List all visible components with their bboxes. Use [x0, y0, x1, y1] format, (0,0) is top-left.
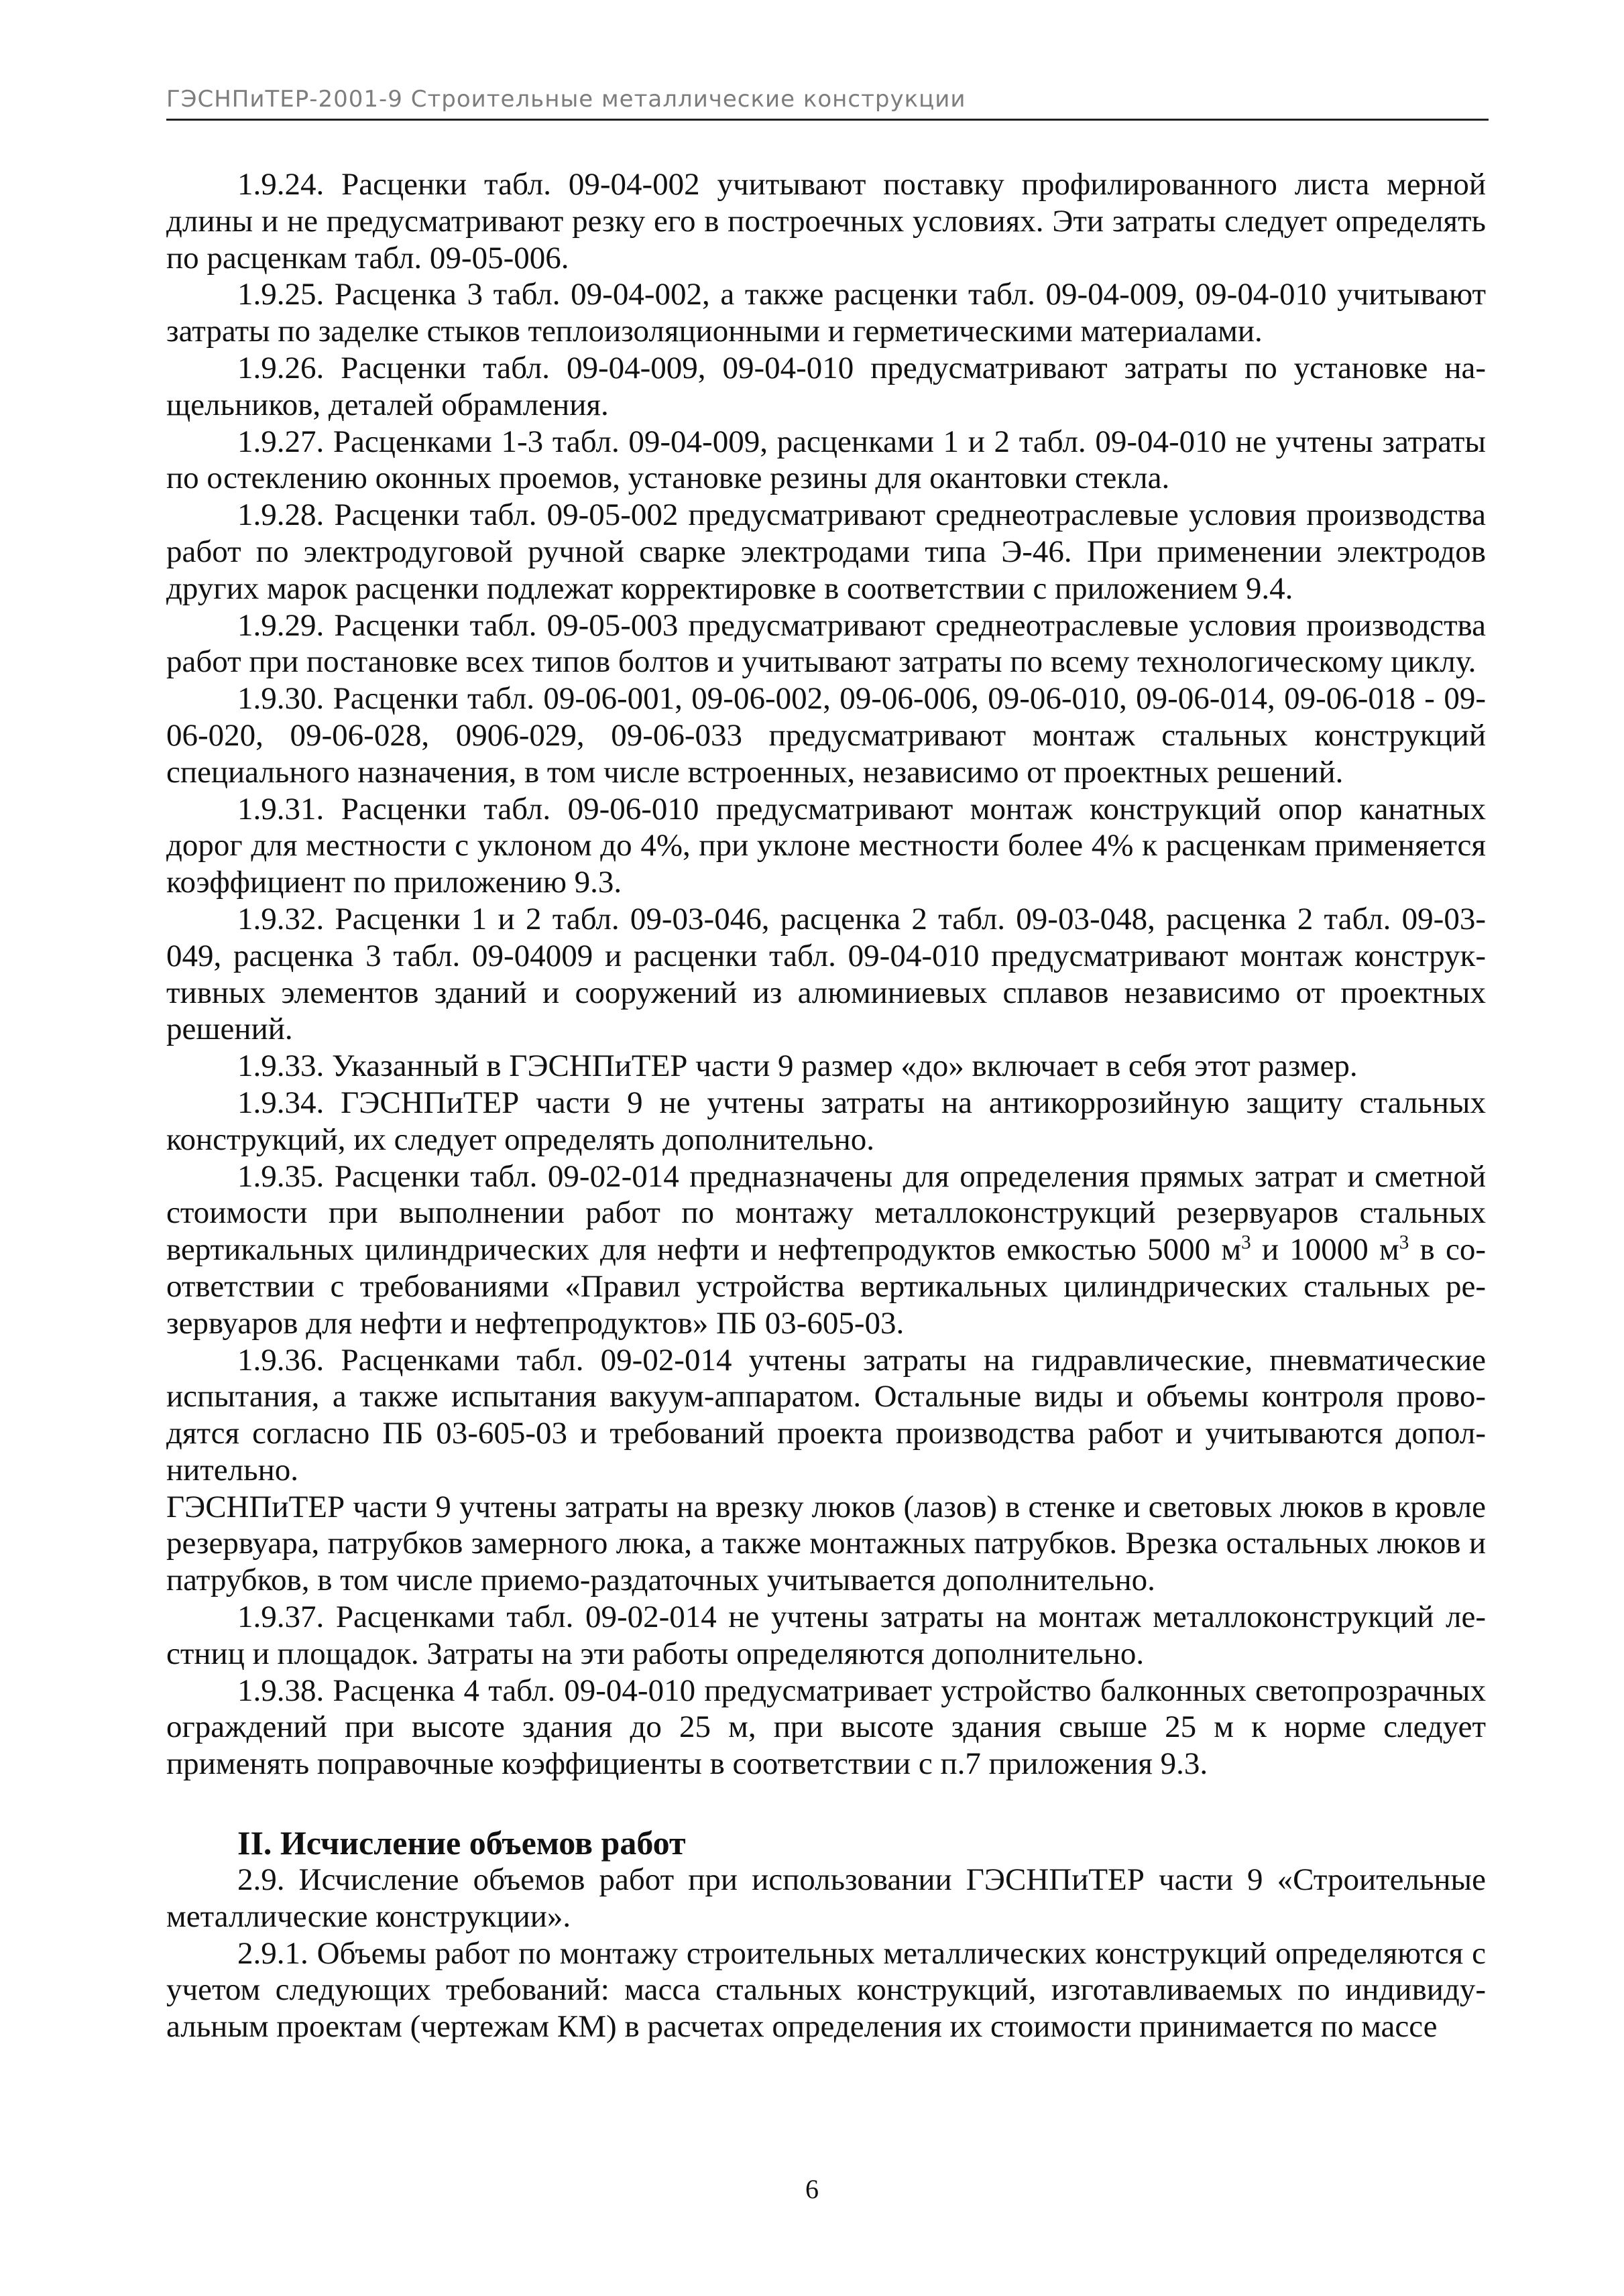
paragraph-1-9-26: 1.9.26. Расценки табл. 09-04-009, 09-04-010 предусматривают затраты по установке нащельников, деталей обрамления. — [166, 350, 1486, 422]
paragraph-hatches: ГЭСНПиТЕР части 9 учтены затраты на врезку люков (лазов) в стенке и световых люков в кровле резервуара, патрубков замерного люка, а также монтажных патрубков. Врезка остальных люков и патрубков, в том числе приемо-раздаточных учитывается дополнительно. — [166, 1489, 1486, 1598]
paragraph-1-9-35-part-b: и 10000 м — [1251, 1232, 1399, 1268]
paragraph-1-9-38: 1.9.38. Расценка 4 табл. 09-04-010 предусматривает устройство балконных светопрозрачных ограждений при высоте здания до 25 м, при высоте здания свыше 25 м к норме следует применять поправочные коэффициенты в соответствии с п.7 приложения 9.3. — [166, 1673, 1486, 1782]
body-text — [166, 166, 1486, 2045]
paragraph-1-9-36: 1.9.36. Расценками табл. 09-02-014 учтены затраты на гидравлические, пневматические испытания, а также испытания вакуум-аппаратом. Остальные виды и объемы контроля проводятся согласно ПБ 03-605-03 и требований проекта производства работ и учитываются дополнительно. — [166, 1342, 1486, 1488]
paragraph-1-9-24: 1.9.24. Расценки табл. 09-04-002 учитывают поставку профилированного листа мерной длины и не предусматривают резку его в построечных условиях. Эти затраты следует определять по расценкам табл. 09-05-006. — [166, 167, 1486, 276]
paragraph-1-9-32: 1.9.32. Расценки 1 и 2 табл. 09-03-046, расценка 2 табл. 09-03-048, расценка 2 табл. 09-03-049, расценка 3 табл. 09-04009 и расценки табл. 09-04-010 предусматривают монтаж конструктивных элементов зданий и сооружений из алюминиевых сплавов независимо от проектных решений. — [166, 901, 1486, 1047]
header-rule — [166, 119, 1489, 121]
paragraph-1-9-31: 1.9.31. Расценки табл. 09-06-010 предусматривают монтаж конструкций опор канатных дорог для местности с уклоном до 4%, при уклоне местности более 4% к расценкам применяется коэффициент по приложению 9.3. — [166, 791, 1486, 900]
paragraph-1-9-35-part-c: в соответствии с требованиями «Правил устройства вертикальных цилиндрических стальных резервуаров для нефти и нефтепродуктов» ПБ 03-605-03. — [166, 1232, 1486, 1341]
page-number: 6 — [805, 2174, 819, 2204]
paragraph-2-9: 2.9. Исчисление объемов работ при использовании ГЭСНПиТЕР части 9 «Строительные металлические конструкции». — [166, 1862, 1486, 1934]
paragraph-1-9-34: 1.9.34. ГЭСНПиТЕР части 9 не учтены затраты на антикоррозийную защиту стальных конструкций, их следует определять дополнительно. — [166, 1085, 1486, 1157]
paragraph-1-9-25: 1.9.25. Расценка 3 табл. 09-04-002, а также расценки табл. 09-04-009, 09-04-010 учитывают затраты по заделке стыков теплоизоляционными и герметическими материалами. — [166, 277, 1486, 349]
paragraph-1-9-35-part-a: 1.9.35. Расценки табл. 09-02-014 предназначены для определения прямых затрат и сметной стоимости при выполнении работ по монтажу металлоконструкций резервуаров стальных вертикальных цилиндрических для нефти и нефтепродуктов емкостью 5000 м — [166, 1158, 1486, 1268]
paragraph-1-9-27: 1.9.27. Расценками 1-3 табл. 09-04-009, расценками 1 и 2 табл. 09-04-010 не учтены затраты по остеклению оконных проемов, установке резины для окантовки стекла. — [166, 424, 1486, 496]
running-header: ГЭСНПиТЕР-2001-9 Строительные металлические конструкции — [166, 86, 966, 113]
superscript-cubic: 3 — [1399, 1231, 1409, 1254]
paragraph-1-9-28: 1.9.28. Расценки табл. 09-05-002 предусматривают среднеотраслевые условия производства работ по электродуговой ручной сварке электродами типа Э-46. При применении электродов других марок расценки подлежат корректировке в соответствии с приложением 9.4. — [166, 497, 1486, 606]
paragraph-1-9-35 — [166, 1158, 1486, 1342]
paragraph-1-9-37: 1.9.37. Расценками табл. 09-02-014 не учтены затраты на монтаж металлоконструкций лестниц и площадок. Затраты на эти работы определяются дополнительно. — [166, 1599, 1486, 1671]
paragraph-1-9-29: 1.9.29. Расценки табл. 09-05-003 предусматривают среднеотраслевые условия производства работ при постановке всех типов болтов и учитывают затраты по всему технологическому циклу. — [166, 607, 1486, 680]
paragraph-1-9-30: 1.9.30. Расценки табл. 09-06-001, 09-06-002, 09-06-006, 09-06-010, 09-06-014, 09-06-018 - 09-06-020, 09-06-028, 0906-029, 09-06-033 предусматривают монтаж стальных конструкций специального назначения, в том числе встроенных, независимо от проектных решений. — [166, 681, 1486, 790]
paragraph-1-9-33: 1.9.33. Указанный в ГЭСНПиТЕР части 9 размер «до» включает в себя этот размер. — [237, 1048, 1358, 1084]
superscript-cubic: 3 — [1241, 1231, 1251, 1254]
section-heading: II. Исчисление объемов работ — [237, 1824, 686, 1862]
paragraph-2-9-1: 2.9.1. Объемы работ по монтажу строительных металлических конструкций определяются с учетом следующих требований: масса стальных конструкций, изготавливаемых по индивидуальным проектам (чертежам КМ) в расчетах определения их стоимости принимается по массе — [166, 1935, 1486, 2045]
